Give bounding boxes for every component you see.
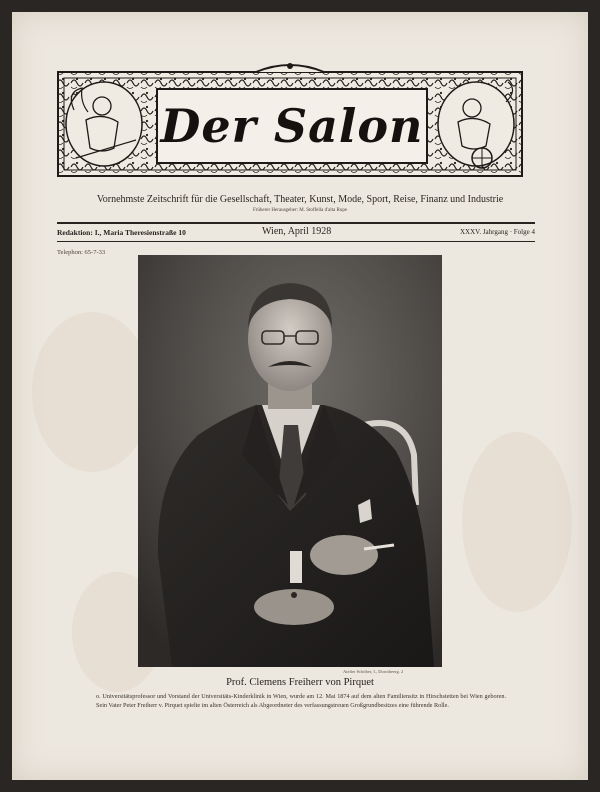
magazine-cover-page	[12, 12, 588, 780]
masthead	[56, 62, 524, 186]
issue-number: XXXV. Jahrgang · Folge 4	[460, 228, 535, 236]
portrait-image	[138, 255, 442, 667]
issue-date: Wien, April 1928	[262, 226, 332, 237]
editorial-address: Redaktion: I., Maria Theresienstraße 10	[57, 228, 186, 237]
caption-text: o. Universitätsprofessor und Vorstand der Universitäts-Kinderklinik in Wien, wurde am 12. Mai 1874 auf dem alten Familiensitz in Hirschstetten bei Wien geboren. Sein Vater Peter Freiherr v. Pirquet spielte im alten Österreich als Abgeordneter des verfassungstreuen Großgrundbesitzes eine führende Rolle.	[96, 693, 506, 709]
title-plate	[156, 88, 428, 164]
photo-credit: Atelier Schöber, I., Dorotheerg. 2	[343, 669, 404, 674]
portrait-photo	[138, 255, 442, 667]
caption-name: Prof. Clemens Freiherr von Pirquet	[226, 677, 374, 688]
info-bar	[57, 226, 535, 240]
paper-stain	[32, 312, 152, 472]
masthead-title: Der Salon	[160, 99, 424, 153]
divider-bottom	[57, 241, 535, 242]
divider-top	[57, 222, 535, 224]
masthead-subtitle: Vornehmste Zeitschrift für die Gesellschaft, Theater, Kunst, Mode, Sport, Reise, Finanz und Industrie	[96, 194, 504, 205]
telephone-number: Telephon: 65-7-33	[57, 249, 106, 256]
former-editor-line: Früherer Herausgeber: M. Stoffella d'alta Rupe	[252, 208, 348, 213]
paper-stain	[462, 432, 572, 612]
